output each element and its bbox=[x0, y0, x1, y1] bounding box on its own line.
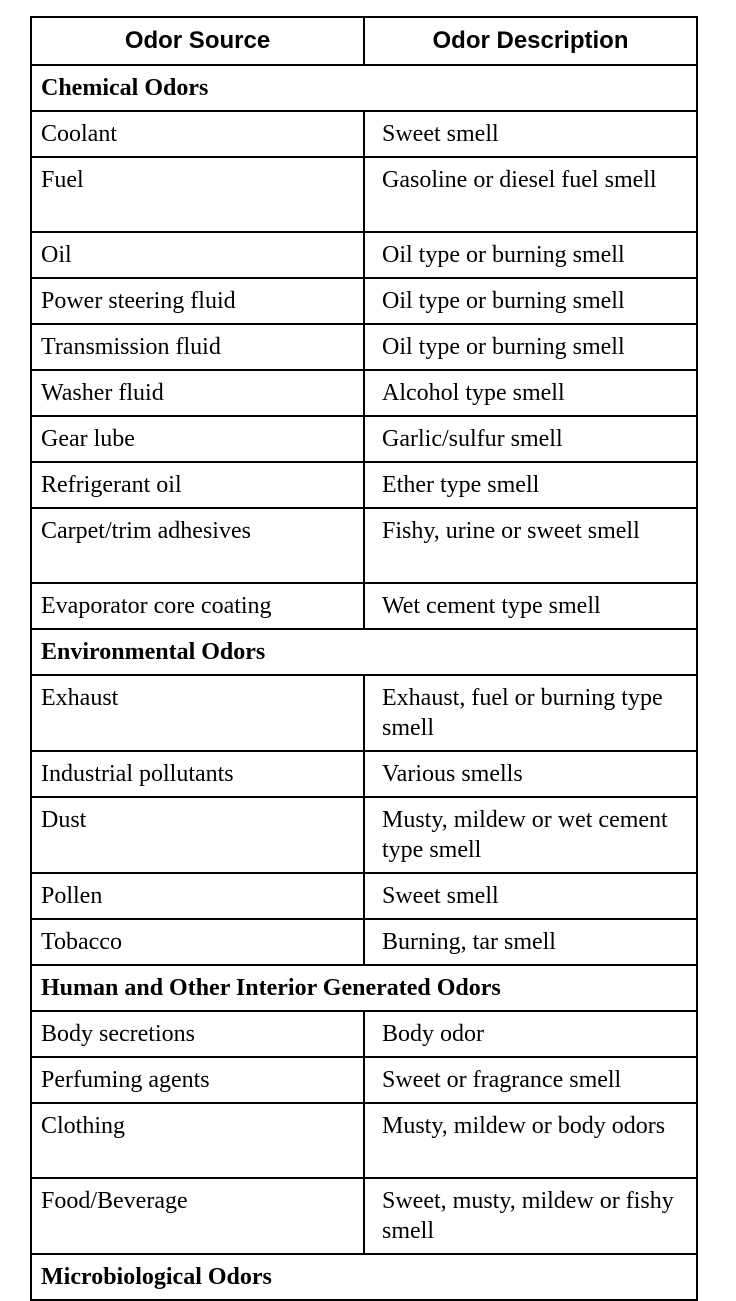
section-title: Microbiological Odors bbox=[31, 1254, 697, 1300]
odor-description-cell: Oil type or burning smell bbox=[364, 324, 697, 370]
table-row bbox=[31, 751, 697, 797]
section-row bbox=[31, 1254, 697, 1300]
table-row bbox=[31, 1011, 697, 1057]
table-row bbox=[31, 278, 697, 324]
odor-source-cell: Industrial pollutants bbox=[31, 751, 364, 797]
odor-source-cell: Clothing bbox=[31, 1103, 364, 1178]
odor-description-cell: Musty, mildew or body odors bbox=[364, 1103, 697, 1178]
table-header bbox=[31, 17, 697, 65]
odor-source-cell: Pollen bbox=[31, 873, 364, 919]
odor-description-cell: Fishy, urine or sweet smell bbox=[364, 508, 697, 583]
table-row bbox=[31, 324, 697, 370]
odor-source-cell: Oil bbox=[31, 232, 364, 278]
section-row bbox=[31, 629, 697, 675]
odor-description-cell: Sweet smell bbox=[364, 873, 697, 919]
table-row bbox=[31, 157, 697, 232]
odor-description-cell: Gasoline or diesel fuel smell bbox=[364, 157, 697, 232]
odor-description-cell: Oil type or burning smell bbox=[364, 278, 697, 324]
odor-description-cell: Various smells bbox=[364, 751, 697, 797]
odor-source-cell: Transmission fluid bbox=[31, 324, 364, 370]
odor-description-cell: Sweet, musty, mildew or fishy smell bbox=[364, 1178, 697, 1254]
table-body bbox=[31, 65, 697, 1300]
section-title: Environmental Odors bbox=[31, 629, 697, 675]
odor-source-cell: Tobacco bbox=[31, 919, 364, 965]
table-row bbox=[31, 1178, 697, 1254]
header-row bbox=[31, 17, 697, 65]
odor-description-cell: Wet cement type smell bbox=[364, 583, 697, 629]
odor-description-cell: Sweet or fragrance smell bbox=[364, 1057, 697, 1103]
table-row bbox=[31, 416, 697, 462]
odor-description-cell: Musty, mildew or wet cement type smell bbox=[364, 797, 697, 873]
odor-description-cell: Alcohol type smell bbox=[364, 370, 697, 416]
odor-description-cell: Body odor bbox=[364, 1011, 697, 1057]
odor-source-cell: Carpet/trim adhesives bbox=[31, 508, 364, 583]
odor-source-cell: Fuel bbox=[31, 157, 364, 232]
odor-description-cell: Exhaust, fuel or burning type smell bbox=[364, 675, 697, 751]
section-row bbox=[31, 965, 697, 1011]
table-row bbox=[31, 462, 697, 508]
table-row bbox=[31, 111, 697, 157]
table-row bbox=[31, 1103, 697, 1178]
odor-source-cell: Washer fluid bbox=[31, 370, 364, 416]
odor-source-cell: Power steering fluid bbox=[31, 278, 364, 324]
header-odor-description: Odor Description bbox=[364, 17, 697, 65]
odor-description-cell: Oil type or burning smell bbox=[364, 232, 697, 278]
table-row bbox=[31, 583, 697, 629]
section-title: Chemical Odors bbox=[31, 65, 697, 111]
table-row bbox=[31, 232, 697, 278]
table-row bbox=[31, 873, 697, 919]
odor-table bbox=[30, 16, 698, 1301]
table-row bbox=[31, 797, 697, 873]
odor-description-cell: Ether type smell bbox=[364, 462, 697, 508]
odor-source-cell: Body secretions bbox=[31, 1011, 364, 1057]
odor-source-cell: Gear lube bbox=[31, 416, 364, 462]
table-row bbox=[31, 1057, 697, 1103]
odor-source-cell: Evaporator core coating bbox=[31, 583, 364, 629]
table-row bbox=[31, 370, 697, 416]
odor-source-cell: Perfuming agents bbox=[31, 1057, 364, 1103]
odor-source-cell: Food/Beverage bbox=[31, 1178, 364, 1254]
table-row bbox=[31, 508, 697, 583]
odor-description-cell: Sweet smell bbox=[364, 111, 697, 157]
odor-description-cell: Garlic/sulfur smell bbox=[364, 416, 697, 462]
table-row bbox=[31, 919, 697, 965]
odor-source-cell: Refrigerant oil bbox=[31, 462, 364, 508]
section-title: Human and Other Interior Generated Odors bbox=[31, 965, 697, 1011]
odor-source-cell: Dust bbox=[31, 797, 364, 873]
odor-source-cell: Coolant bbox=[31, 111, 364, 157]
header-odor-source: Odor Source bbox=[31, 17, 364, 65]
table-row bbox=[31, 675, 697, 751]
section-row bbox=[31, 65, 697, 111]
odor-source-cell: Exhaust bbox=[31, 675, 364, 751]
odor-description-cell: Burning, tar smell bbox=[364, 919, 697, 965]
